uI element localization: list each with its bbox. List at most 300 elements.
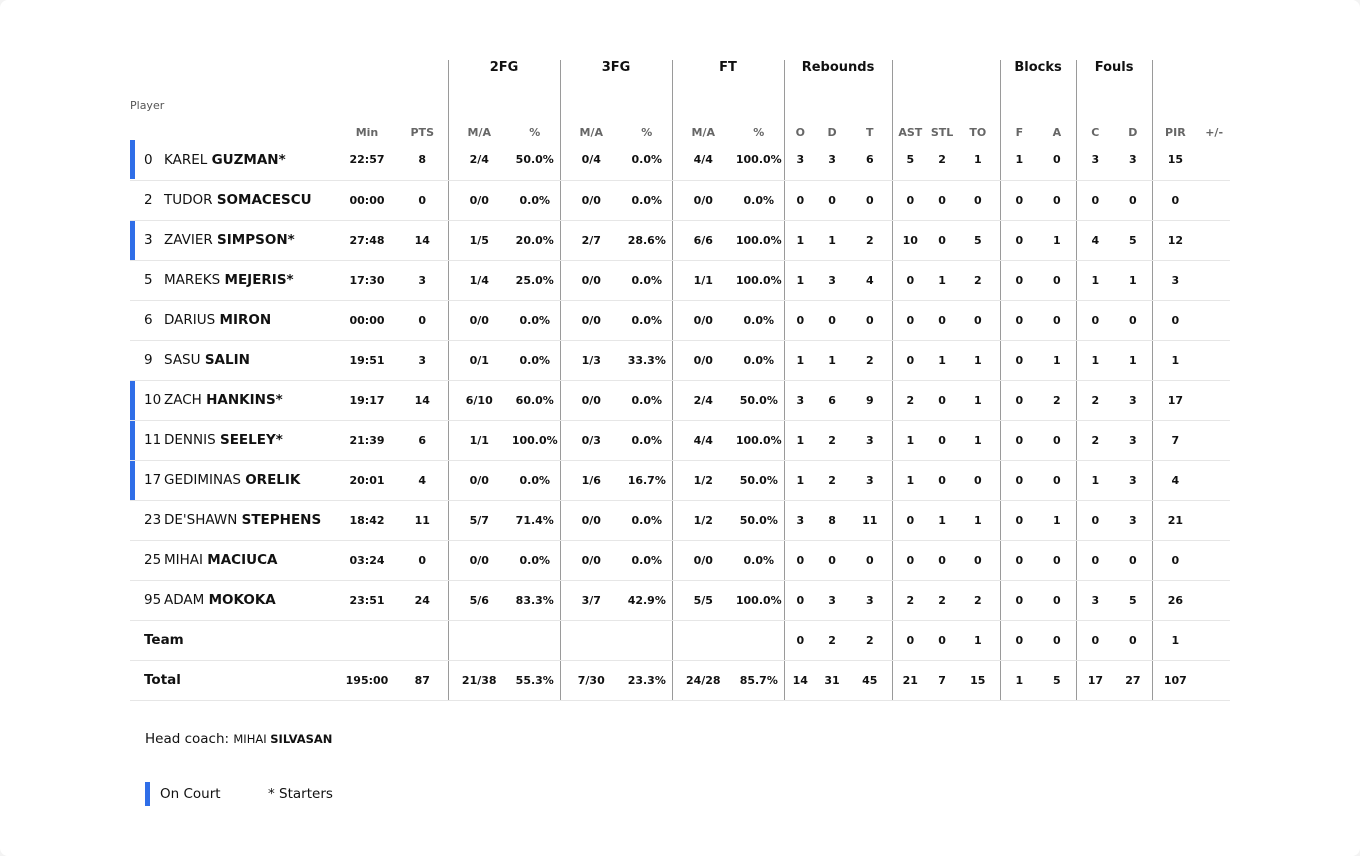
col-plus-minus: +/-	[1205, 126, 1224, 139]
stat-foul-d: 0	[1114, 180, 1152, 220]
player-row[interactable]	[130, 180, 1230, 220]
stat-foul-d: 5	[1114, 580, 1152, 620]
player-first-name: KAREL	[164, 151, 208, 168]
stat-fg2-ma: 1/1	[448, 420, 510, 460]
stat-foul-d: 3	[1114, 420, 1152, 460]
player-first-name: SASU	[164, 352, 201, 368]
player-row[interactable]	[130, 500, 1230, 540]
stat-to: 1	[956, 500, 1000, 540]
stat-plus-minus	[1198, 260, 1230, 300]
stat-reb-d: 3	[816, 140, 848, 180]
stat-pts: 6	[397, 420, 448, 460]
stat-pts: 3	[397, 340, 448, 380]
stat-reb-o: 1	[784, 420, 816, 460]
player-last-name: STEPHENS	[241, 512, 322, 528]
stat-reb-o: 3	[784, 500, 816, 540]
stat-to: 0	[956, 460, 1000, 500]
player-cell[interactable]	[130, 340, 337, 380]
stat-blk-f: 0	[1000, 380, 1038, 420]
player-row[interactable]	[130, 220, 1230, 260]
stat-to: 2	[956, 580, 1000, 620]
player-cell[interactable]	[130, 300, 337, 340]
player-cell[interactable]	[130, 420, 337, 460]
stat-reb-d: 2	[816, 420, 848, 460]
stat-min: 21:39	[337, 420, 397, 460]
stat-reb-t: 0	[848, 180, 892, 220]
col-pts: PTS	[397, 85, 448, 140]
player-number: 3	[144, 232, 153, 248]
player-first-name: ZACH	[164, 392, 202, 408]
head-coach	[145, 731, 332, 747]
stat-fg2-pct: 50.0%	[510, 140, 560, 180]
player-cell[interactable]	[130, 500, 337, 540]
on-court-indicator	[130, 381, 135, 420]
stat-fg3-ma: 0/0	[560, 500, 622, 540]
stat-reb-o: 3	[784, 380, 816, 420]
team-row	[130, 620, 1230, 660]
stat-stl: 0	[928, 220, 956, 260]
stat-ast: 1	[892, 420, 928, 460]
stat-blk-a: 2	[1038, 380, 1076, 420]
stat-reb-t: 4	[848, 260, 892, 300]
stat-fg3-pct: 0.0%	[622, 500, 672, 540]
stat-pir: 3	[1152, 260, 1198, 300]
stat-min: 19:17	[337, 380, 397, 420]
stat-fg2-pct: 0.0%	[510, 180, 560, 220]
stat-fg2-ma	[448, 620, 510, 660]
stat-fg2-ma: 1/5	[448, 220, 510, 260]
stat-fg2-ma: 0/0	[448, 540, 510, 580]
group-blocks: Blocks	[1000, 60, 1076, 85]
stat-reb-t: 45	[848, 660, 892, 700]
stat-blk-f: 0	[1000, 300, 1038, 340]
stat-foul-d: 3	[1114, 380, 1152, 420]
stat-pts: 87	[397, 660, 448, 700]
stat-blk-a: 0	[1038, 140, 1076, 180]
col-ft-pct: %	[734, 85, 784, 140]
stat-reb-o: 3	[784, 140, 816, 180]
stat-stl: 7	[928, 660, 956, 700]
stat-pir: 12	[1152, 220, 1198, 260]
stat-ft-pct: 100.0%	[734, 580, 784, 620]
stat-ft-ma: 5/5	[672, 580, 734, 620]
stat-plus-minus	[1198, 140, 1230, 180]
stat-fg2-ma: 0/1	[448, 340, 510, 380]
head-coach-last-name: SILVASAN	[270, 732, 333, 746]
stat-blk-a: 0	[1038, 620, 1076, 660]
stat-to: 0	[956, 540, 1000, 580]
stat-pir: 15	[1152, 140, 1198, 180]
stat-to: 1	[956, 380, 1000, 420]
stat-min: 03:24	[337, 540, 397, 580]
stat-fg2-pct: 71.4%	[510, 500, 560, 540]
stat-blk-a: 0	[1038, 260, 1076, 300]
player-first-name: TUDOR	[164, 192, 213, 208]
stat-fg2-pct: 25.0%	[510, 260, 560, 300]
col-foul-d: D	[1114, 85, 1152, 140]
stat-pir: 17	[1152, 380, 1198, 420]
group-spacer	[1152, 60, 1230, 85]
player-row[interactable]	[130, 460, 1230, 500]
player-number: 11	[144, 432, 162, 448]
stat-plus-minus	[1198, 540, 1230, 580]
stat-fg2-pct: 60.0%	[510, 380, 560, 420]
player-number: 5	[144, 272, 153, 288]
stat-min: 00:00	[337, 180, 397, 220]
player-cell[interactable]	[130, 460, 337, 500]
player-cell[interactable]	[130, 380, 337, 420]
stat-to: 1	[956, 620, 1000, 660]
stat-plus-minus	[1198, 620, 1230, 660]
stat-pir: 1	[1152, 620, 1198, 660]
stat-pir: 0	[1152, 300, 1198, 340]
stat-blk-a: 5	[1038, 660, 1076, 700]
stat-min: 19:51	[337, 340, 397, 380]
stat-pir: 107	[1152, 660, 1198, 700]
stat-ft-pct: 50.0%	[734, 460, 784, 500]
stat-fg2-pct: 0.0%	[510, 340, 560, 380]
stat-fg3-pct: 33.3%	[622, 340, 672, 380]
stat-ast: 2	[892, 580, 928, 620]
player-number: 17	[144, 472, 162, 488]
stat-plus-minus	[1198, 220, 1230, 260]
stat-foul-c: 1	[1076, 260, 1114, 300]
stat-reb-t: 3	[848, 580, 892, 620]
stat-reb-o: 0	[784, 180, 816, 220]
stat-plus-minus	[1198, 420, 1230, 460]
stat-ast: 1	[892, 460, 928, 500]
stat-foul-d: 3	[1114, 500, 1152, 540]
stat-reb-t: 0	[848, 540, 892, 580]
stat-ft-ma: 1/1	[672, 260, 734, 300]
stat-blk-a: 1	[1038, 500, 1076, 540]
box-score-table	[130, 60, 1230, 701]
stat-ast: 0	[892, 300, 928, 340]
stat-fg2-ma: 0/0	[448, 300, 510, 340]
stat-blk-f: 0	[1000, 340, 1038, 380]
group-spacer	[130, 60, 337, 85]
stat-ast: 0	[892, 620, 928, 660]
stat-plus-minus	[1198, 340, 1230, 380]
player-last-name: GUZMAN*	[211, 151, 286, 168]
col-2fg-ma: M/A	[467, 126, 491, 139]
player-row[interactable]	[130, 340, 1230, 380]
group-ft: FT	[672, 60, 784, 85]
stat-to: 5	[956, 220, 1000, 260]
player-number: 23	[144, 512, 162, 528]
stat-fg3-ma: 0/0	[560, 380, 622, 420]
player-cell[interactable]	[130, 540, 337, 580]
stat-ft-pct: 0.0%	[734, 180, 784, 220]
player-cell[interactable]	[130, 580, 337, 620]
stat-plus-minus	[1198, 500, 1230, 540]
player-row[interactable]	[130, 260, 1230, 300]
stat-pts	[397, 620, 448, 660]
stat-fg2-pct: 0.0%	[510, 300, 560, 340]
stat-blk-a: 0	[1038, 420, 1076, 460]
stat-blk-a: 1	[1038, 340, 1076, 380]
stat-plus-minus	[1198, 460, 1230, 500]
player-row[interactable]	[130, 140, 1230, 180]
stat-ast: 10	[892, 220, 928, 260]
stat-fg3-pct: 16.7%	[622, 460, 672, 500]
player-last-name: ORELIK	[245, 472, 301, 488]
player-first-name: GEDIMINAS	[164, 472, 241, 488]
group-fouls: Fouls	[1076, 60, 1152, 85]
stat-plus-minus	[1198, 180, 1230, 220]
stat-blk-f: 0	[1000, 180, 1038, 220]
stat-reb-d: 2	[816, 460, 848, 500]
stat-min: 27:48	[337, 220, 397, 260]
stat-fg2-pct	[510, 620, 560, 660]
col-reb-o: O	[795, 126, 805, 139]
stat-fg3-ma: 1/6	[560, 460, 622, 500]
stat-to: 1	[956, 340, 1000, 380]
stat-plus-minus	[1198, 380, 1230, 420]
stat-foul-d: 1	[1114, 260, 1152, 300]
stat-blk-a: 0	[1038, 540, 1076, 580]
col-reb-t: T	[848, 85, 892, 140]
stat-reb-t: 9	[848, 380, 892, 420]
stat-blk-f: 0	[1000, 220, 1038, 260]
player-cell[interactable]	[130, 220, 337, 260]
stat-reb-d: 2	[816, 620, 848, 660]
stat-fg2-ma: 1/4	[448, 260, 510, 300]
stat-fg3-ma: 0/3	[560, 420, 622, 460]
stat-blk-f: 1	[1000, 660, 1038, 700]
stat-stl: 0	[928, 180, 956, 220]
stat-pts: 11	[397, 500, 448, 540]
col-blk-a: A	[1038, 85, 1076, 140]
col-2fg-pct: %	[510, 85, 560, 140]
stat-foul-d: 27	[1114, 660, 1152, 700]
stat-blk-f: 0	[1000, 420, 1038, 460]
stat-reb-o: 14	[784, 660, 816, 700]
col-blk-f: F	[1015, 126, 1024, 139]
stat-ft-ma: 6/6	[672, 220, 734, 260]
stat-fg3-ma: 1/3	[560, 340, 622, 380]
stat-reb-o: 1	[784, 220, 816, 260]
stat-foul-c: 4	[1076, 220, 1114, 260]
col-reb-d: D	[827, 126, 837, 139]
player-row[interactable]	[130, 300, 1230, 340]
player-number: 6	[144, 312, 153, 328]
stat-reb-t: 2	[848, 220, 892, 260]
stat-fg3-pct: 0.0%	[622, 180, 672, 220]
on-court-indicator	[145, 782, 150, 806]
stat-ft-pct: 100.0%	[734, 420, 784, 460]
stat-foul-d: 3	[1114, 140, 1152, 180]
stat-fg3-pct: 0.0%	[622, 380, 672, 420]
team-label: Team	[130, 620, 337, 660]
on-court-indicator	[130, 421, 135, 460]
stat-min: 00:00	[337, 300, 397, 340]
stat-fg3-ma: 2/7	[560, 220, 622, 260]
stat-reb-d: 1	[816, 340, 848, 380]
col-3fg-ma: M/A	[579, 126, 603, 139]
stat-ft-pct: 100.0%	[734, 140, 784, 180]
player-cell[interactable]	[130, 260, 337, 300]
stat-ft-pct: 50.0%	[734, 500, 784, 540]
player-cell[interactable]	[130, 140, 337, 180]
col-ast: AST	[898, 126, 923, 139]
head-coach-name	[233, 732, 332, 746]
stat-fg3-pct: 0.0%	[622, 140, 672, 180]
player-row[interactable]	[130, 380, 1230, 420]
stat-min: 17:30	[337, 260, 397, 300]
stat-to: 15	[956, 660, 1000, 700]
stat-fg3-ma: 0/0	[560, 180, 622, 220]
player-first-name: MIHAI	[164, 552, 203, 568]
stat-min: 18:42	[337, 500, 397, 540]
stat-ft-pct: 85.7%	[734, 660, 784, 700]
stat-pts: 3	[397, 260, 448, 300]
on-court-indicator	[130, 221, 135, 260]
player-row[interactable]	[130, 580, 1230, 620]
stat-ft-ma: 1/2	[672, 460, 734, 500]
column-header-row	[130, 85, 1230, 140]
box-score-body	[130, 140, 1230, 700]
stat-ft-ma: 0/0	[672, 300, 734, 340]
stat-fg3-ma: 0/0	[560, 540, 622, 580]
stat-pts: 14	[397, 380, 448, 420]
stat-blk-a: 0	[1038, 580, 1076, 620]
stat-plus-minus	[1198, 580, 1230, 620]
stat-ast: 0	[892, 500, 928, 540]
stat-pts: 24	[397, 580, 448, 620]
stat-blk-f: 0	[1000, 460, 1038, 500]
stat-ft-pct: 100.0%	[734, 260, 784, 300]
stat-reb-o: 0	[784, 620, 816, 660]
player-last-name: MOKOKA	[208, 592, 276, 608]
stat-fg3-ma: 7/30	[560, 660, 622, 700]
stat-fg2-ma: 5/7	[448, 500, 510, 540]
stat-pir: 7	[1152, 420, 1198, 460]
stat-foul-c: 0	[1076, 620, 1114, 660]
stat-fg2-pct: 0.0%	[510, 460, 560, 500]
stat-reb-t: 3	[848, 460, 892, 500]
on-court-indicator	[130, 140, 135, 179]
stat-foul-d: 0	[1114, 300, 1152, 340]
stat-ft-ma: 0/0	[672, 340, 734, 380]
stat-reb-d: 1	[816, 220, 848, 260]
stat-stl: 0	[928, 620, 956, 660]
player-last-name: HANKINS*	[206, 392, 283, 408]
stat-min: 23:51	[337, 580, 397, 620]
stat-foul-c: 3	[1076, 140, 1114, 180]
stat-fg3-pct: 28.6%	[622, 220, 672, 260]
player-first-name: DARIUS	[164, 312, 216, 328]
head-coach-first-name: MIHAI	[233, 732, 267, 746]
stat-min: 22:57	[337, 140, 397, 180]
player-cell[interactable]	[130, 180, 337, 220]
stat-foul-c: 17	[1076, 660, 1114, 700]
stat-ast: 2	[892, 380, 928, 420]
total-label: Total	[130, 660, 337, 700]
stat-fg2-pct: 55.3%	[510, 660, 560, 700]
stat-reb-o: 1	[784, 260, 816, 300]
stat-fg3-pct: 0.0%	[622, 420, 672, 460]
player-first-name: DE'SHAWN	[164, 512, 238, 528]
stat-pir: 1	[1152, 340, 1198, 380]
stat-reb-d: 0	[816, 300, 848, 340]
stat-blk-f: 0	[1000, 620, 1038, 660]
stat-ast: 5	[892, 140, 928, 180]
on-court-indicator	[130, 461, 135, 500]
stat-pir: 26	[1152, 580, 1198, 620]
stat-fg3-pct: 23.3%	[622, 660, 672, 700]
player-first-name: MAREKS	[164, 272, 221, 288]
stat-ft-pct: 50.0%	[734, 380, 784, 420]
stat-pts: 0	[397, 300, 448, 340]
stat-reb-t: 2	[848, 620, 892, 660]
group-3fg: 3FG	[560, 60, 672, 85]
player-last-name: SOMACESCU	[216, 192, 312, 208]
stat-foul-c: 0	[1076, 300, 1114, 340]
stat-blk-a: 0	[1038, 460, 1076, 500]
stat-blk-f: 1	[1000, 140, 1038, 180]
stat-ft-ma: 2/4	[672, 380, 734, 420]
stat-reb-d: 0	[816, 180, 848, 220]
stat-ast: 21	[892, 660, 928, 700]
stat-foul-d: 3	[1114, 460, 1152, 500]
player-first-name: ADAM	[164, 592, 205, 608]
player-row[interactable]	[130, 540, 1230, 580]
legend	[145, 782, 333, 806]
stat-ast: 0	[892, 260, 928, 300]
stat-stl: 2	[928, 580, 956, 620]
total-row	[130, 660, 1230, 700]
stat-stl: 1	[928, 260, 956, 300]
stat-plus-minus	[1198, 660, 1230, 700]
stat-blk-a: 0	[1038, 180, 1076, 220]
stat-reb-d: 0	[816, 540, 848, 580]
stat-foul-d: 1	[1114, 340, 1152, 380]
stat-reb-d: 8	[816, 500, 848, 540]
stat-ast: 0	[892, 180, 928, 220]
stat-reb-o: 0	[784, 540, 816, 580]
stat-stl: 0	[928, 420, 956, 460]
player-row[interactable]	[130, 420, 1230, 460]
stat-foul-d: 5	[1114, 220, 1152, 260]
stat-reb-d: 6	[816, 380, 848, 420]
player-last-name: MIRON	[219, 312, 272, 328]
stat-fg3-pct: 0.0%	[622, 300, 672, 340]
stat-ft-ma: 4/4	[672, 140, 734, 180]
stat-reb-o: 1	[784, 340, 816, 380]
stat-ast: 0	[892, 540, 928, 580]
head-coach-label: Head coach:	[145, 731, 230, 747]
stat-fg2-ma: 2/4	[448, 140, 510, 180]
player-number: 10	[144, 392, 162, 408]
stat-fg2-ma: 21/38	[448, 660, 510, 700]
legend-on-court: On Court	[160, 786, 221, 802]
stat-fg2-pct: 83.3%	[510, 580, 560, 620]
stat-foul-d: 0	[1114, 540, 1152, 580]
stat-pir: 4	[1152, 460, 1198, 500]
stat-reb-o: 0	[784, 300, 816, 340]
col-to: TO	[956, 85, 1000, 140]
stat-to: 1	[956, 420, 1000, 460]
stat-stl: 0	[928, 300, 956, 340]
stat-pts: 14	[397, 220, 448, 260]
stat-stl: 1	[928, 500, 956, 540]
player-number: 2	[144, 192, 153, 208]
stat-fg3-pct: 42.9%	[622, 580, 672, 620]
stat-fg2-pct: 20.0%	[510, 220, 560, 260]
stat-ast: 0	[892, 340, 928, 380]
stat-stl: 1	[928, 340, 956, 380]
